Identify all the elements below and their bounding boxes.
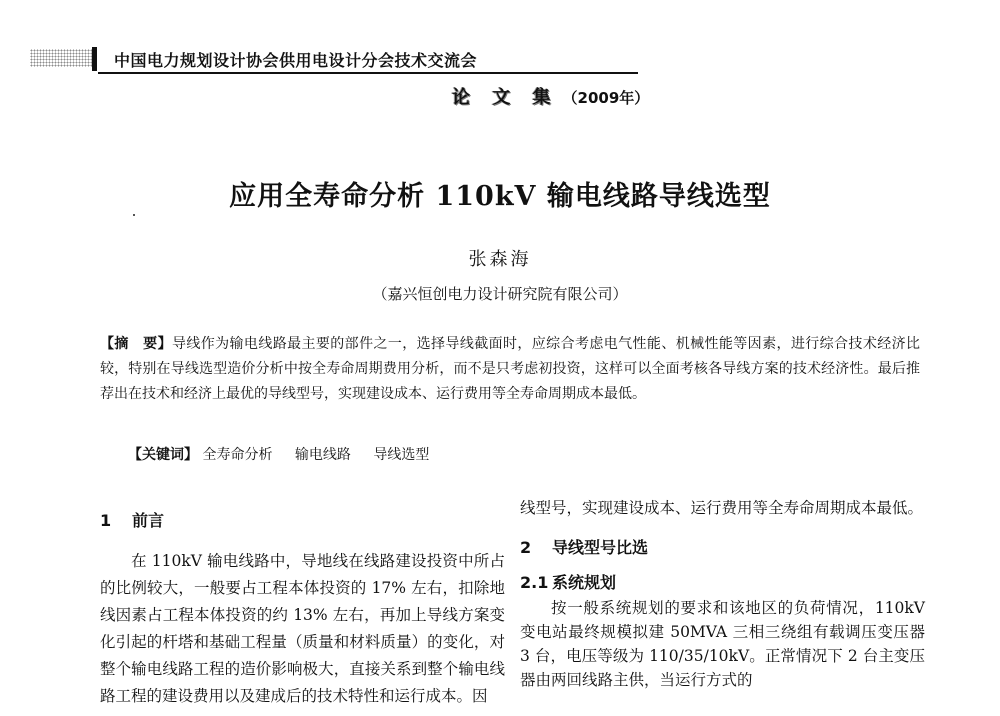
keyword-item: 输电线路 (294, 447, 351, 463)
section-title: 系统规划 (552, 573, 617, 592)
section-2-1-paragraph: 按一般系统规划的要求和该地区的负荷情况，110kV 变电站最终规模拟建 50MVA 三相三绕组有载调压变压器 3 台，电压等级为 110/35/10kV。正常情况下 2 台主变压器由两回线路主供，当运行方式的 (520, 599, 925, 689)
abstract-text: 导线作为输电线路最主要的部件之一，选择导线截面时，应综合考虑电气性能、机械性能等因素，进行综合技术经济比较，特别在导线选型造价分析中按全寿命周期费用分析，而不是只考虑初投资，这样可以全面考核各导线方案的技术经济性。最后推荐出在技术和经济上最优的导线型号，实现建设成本、运行费用等全寿命周期成本最低。 (100, 336, 921, 402)
keyword-item: 全寿命分析 (202, 447, 273, 463)
header-bar (92, 47, 97, 71)
section-2-1-heading (520, 569, 925, 596)
section-2-heading (520, 534, 925, 561)
keywords (128, 444, 447, 464)
abstract (100, 332, 920, 407)
scan-speck (133, 214, 135, 216)
proceedings-title: 论 文 集 (452, 87, 559, 108)
keyword-item: 导线选型 (373, 447, 430, 463)
header-rule (98, 72, 638, 74)
section-1-heading (100, 507, 505, 534)
left-column (100, 507, 505, 710)
paper-affiliation: （嘉兴恒创电力设计研究院有限公司） (372, 285, 628, 303)
proceedings-year: （2009年） (562, 89, 650, 107)
section-number: 2 (520, 538, 532, 557)
paper-title: 应用全寿命分析 110kV 输电线路导线选型 (229, 181, 771, 212)
section-1-continuation: 线型号，实现建设成本、运行费用等全寿命周期成本最低。 (520, 499, 924, 517)
conference-name: 中国电力规划设计协会供用电设计分会技术交流会 (114, 51, 478, 70)
right-column (520, 495, 925, 692)
keywords-label: 【关键词】 (128, 447, 198, 463)
section-number: 2.1 (520, 573, 549, 592)
proceedings-label (452, 83, 649, 109)
section-title: 导线型号比选 (552, 538, 649, 557)
section-1-paragraph: 在 110kV 输电线路中，导地线在线路建设投资中所占的比例较大，一般要占工程本体投资的 17% 左右，扣除地线因素占工程本体投资的约 13% 左右，再加上导线方案变化引起的杆塔和基础工程量（质量和材料质量）的变化，对整个输电线路工程的造价影响极大，直接关系到整个输电线路工程的建设费用以及建成后的技术特性和运行成本。因 (100, 552, 505, 705)
paper-author: 张森海 (468, 249, 532, 270)
section-title: 前言 (132, 511, 165, 530)
section-number: 1 (100, 511, 112, 530)
header-dot-pattern (30, 49, 92, 67)
abstract-label: 【摘 要】 (100, 336, 172, 352)
